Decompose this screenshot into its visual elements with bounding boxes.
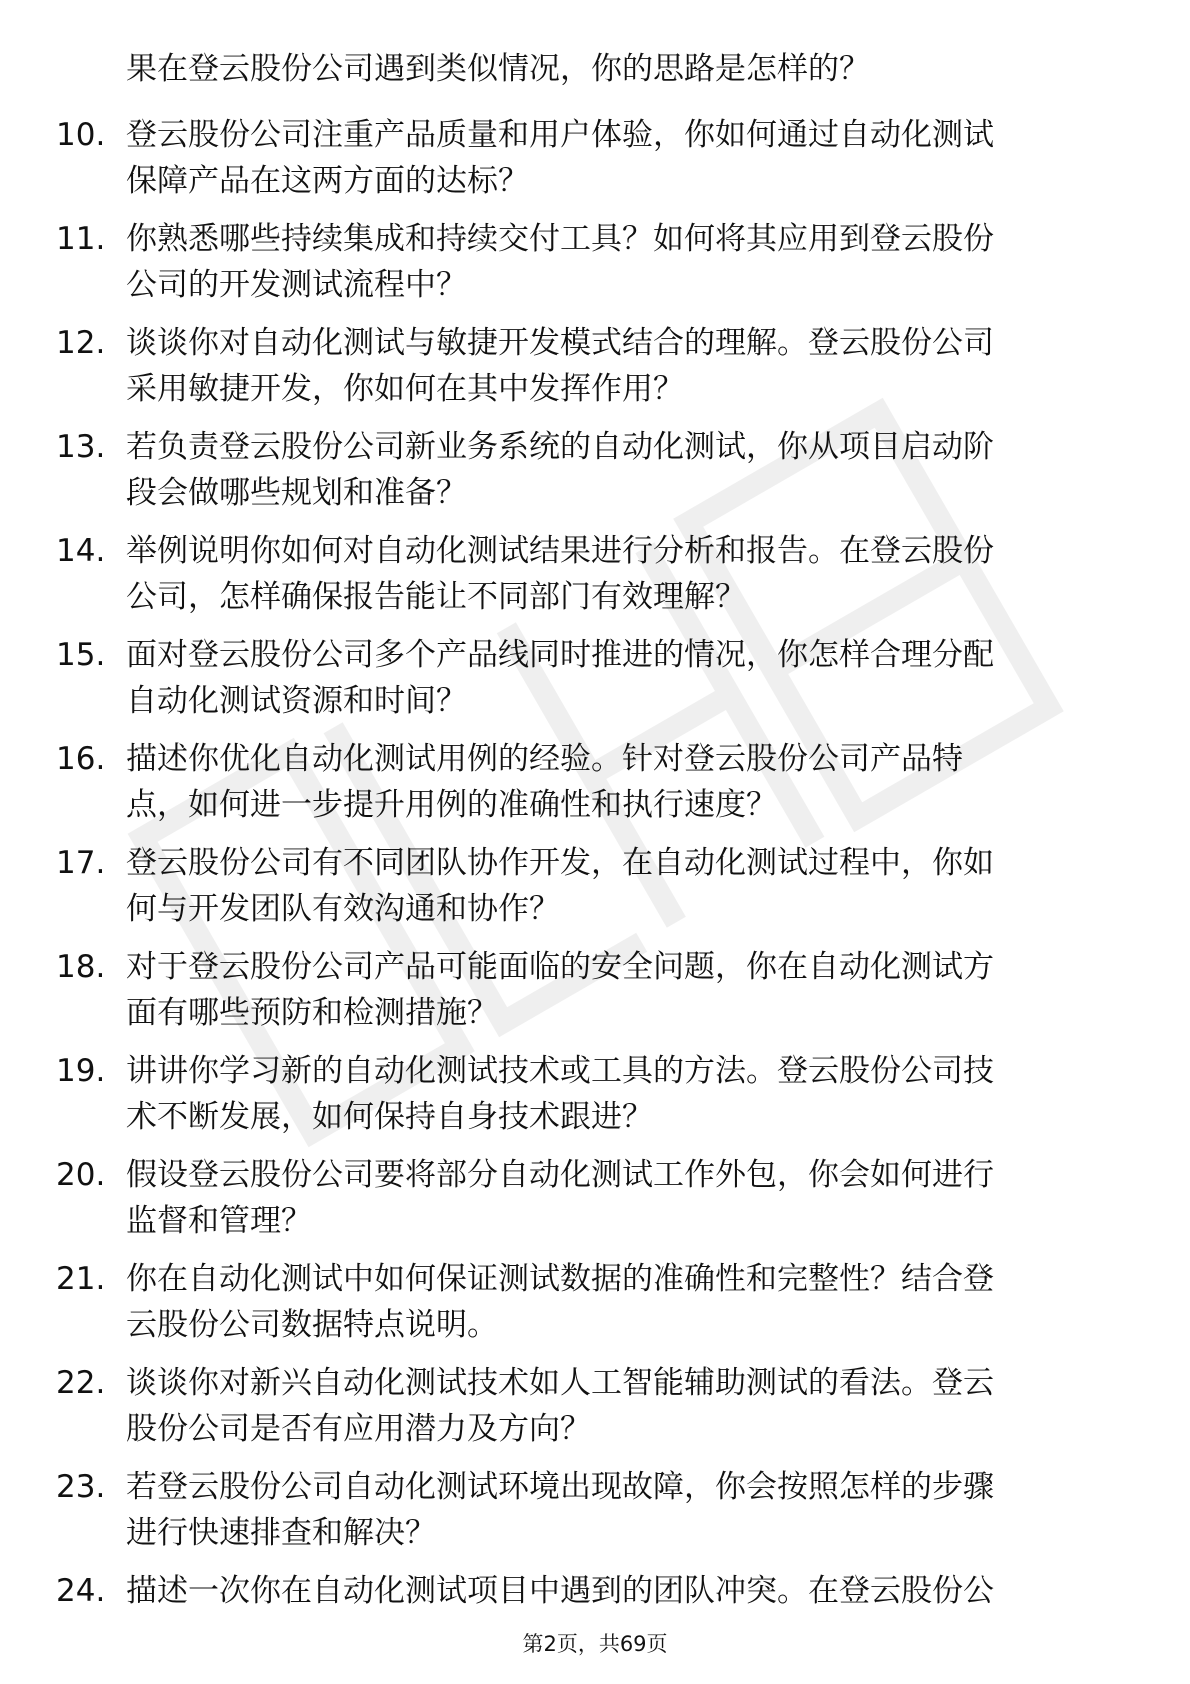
question-text bbox=[126, 112, 1126, 204]
question-text-line: 登云股份公司有不同团队协作开发，在自动化测试过程中，你如 bbox=[126, 845, 994, 881]
question-text-line: 描述你优化自动化测试用例的经验。针对登云股份公司产品特 bbox=[126, 741, 963, 777]
page-footer: 第2页，共69页 bbox=[522, 1632, 668, 1656]
question-text-line: 你熟悉哪些持续集成和持续交付工具？如何将其应用到登云股份 bbox=[126, 221, 994, 257]
question-text-line: 云股份公司数据特点说明。 bbox=[126, 1307, 498, 1343]
question-text bbox=[126, 528, 1126, 620]
question-text bbox=[126, 1464, 1126, 1556]
question-number: 14. bbox=[56, 533, 106, 569]
question-text bbox=[126, 840, 1126, 932]
question-item bbox=[0, 944, 1190, 1048]
question-number: 17. bbox=[56, 845, 106, 881]
continuation-line: 果在登云股份公司遇到类似情况，你的思路是怎样的？ bbox=[126, 51, 870, 87]
question-text-line: 谈谈你对自动化测试与敏捷开发模式结合的理解。登云股份公司 bbox=[126, 325, 994, 361]
question-item bbox=[0, 1256, 1190, 1360]
question-number: 11. bbox=[56, 221, 106, 257]
question-text-line: 描述一次你在自动化测试项目中遇到的团队冲突。在登云股份公 bbox=[126, 1573, 994, 1609]
question-text-line: 进行快速排查和解决？ bbox=[126, 1515, 436, 1551]
question-item bbox=[0, 1152, 1190, 1256]
question-text bbox=[126, 424, 1126, 516]
question-item bbox=[0, 632, 1190, 736]
question-text-line: 登云股份公司注重产品质量和用户体验，你如何通过自动化测试 bbox=[126, 117, 994, 153]
question-number: 24. bbox=[56, 1573, 106, 1609]
question-text-line: 谈谈你对新兴自动化测试技术如人工智能辅助测试的看法。登云 bbox=[126, 1365, 994, 1401]
question-number: 22. bbox=[56, 1365, 106, 1401]
question-item bbox=[0, 112, 1190, 216]
question-text bbox=[126, 1048, 1126, 1140]
question-number: 10. bbox=[56, 117, 106, 153]
question-text-line: 你在自动化测试中如何保证测试数据的准确性和完整性？结合登 bbox=[126, 1261, 994, 1297]
question-text bbox=[126, 1152, 1126, 1244]
question-text-line: 何与开发团队有效沟通和协作？ bbox=[126, 891, 560, 927]
question-text bbox=[126, 1568, 1126, 1614]
question-text-line: 监督和管理？ bbox=[126, 1203, 312, 1239]
question-text bbox=[126, 944, 1126, 1036]
question-text-line: 对于登云股份公司产品可能面临的安全问题，你在自动化测试方 bbox=[126, 949, 994, 985]
question-number: 12. bbox=[56, 325, 106, 361]
question-item bbox=[0, 840, 1190, 944]
question-text bbox=[126, 216, 1126, 308]
question-number: 18. bbox=[56, 949, 106, 985]
question-text-line: 举例说明你如何对自动化测试结果进行分析和报告。在登云股份 bbox=[126, 533, 994, 569]
question-text-line: 讲讲你学习新的自动化测试技术或工具的方法。登云股份公司技 bbox=[126, 1053, 994, 1089]
question-text-line: 若负责登云股份公司新业务系统的自动化测试，你从项目启动阶 bbox=[126, 429, 994, 465]
question-number: 13. bbox=[56, 429, 106, 465]
question-number: 23. bbox=[56, 1469, 106, 1505]
question-text-line: 点，如何进一步提升用例的准确性和执行速度？ bbox=[126, 787, 777, 823]
question-text-line: 面有哪些预防和检测措施？ bbox=[126, 995, 498, 1031]
question-item bbox=[0, 1360, 1190, 1464]
question-number: 19. bbox=[56, 1053, 106, 1089]
question-text bbox=[126, 1256, 1126, 1348]
question-item bbox=[0, 216, 1190, 320]
question-text-line: 自动化测试资源和时间？ bbox=[126, 683, 467, 719]
question-item bbox=[0, 528, 1190, 632]
question-number: 21. bbox=[56, 1261, 106, 1297]
question-number: 16. bbox=[56, 741, 106, 777]
question-text-line: 面对登云股份公司多个产品线同时推进的情况，你怎样合理分配 bbox=[126, 637, 994, 673]
question-text-line: 公司的开发测试流程中？ bbox=[126, 267, 467, 303]
question-text-line: 股份公司是否有应用潜力及方向？ bbox=[126, 1411, 591, 1447]
question-text-line: 段会做哪些规划和准备？ bbox=[126, 475, 467, 511]
question-item bbox=[0, 320, 1190, 424]
question-item bbox=[0, 736, 1190, 840]
question-list bbox=[0, 112, 1190, 1672]
question-text-line: 保障产品在这两方面的达标？ bbox=[126, 163, 529, 199]
question-text-line: 术不断发展，如何保持自身技术跟进？ bbox=[126, 1099, 653, 1135]
question-text-line: 若登云股份公司自动化测试环境出现故障，你会按照怎样的步骤 bbox=[126, 1469, 994, 1505]
question-item bbox=[0, 1464, 1190, 1568]
question-number: 20. bbox=[56, 1157, 106, 1193]
question-text-line: 公司，怎样确保报告能让不同部门有效理解？ bbox=[126, 579, 746, 615]
question-number: 15. bbox=[56, 637, 106, 673]
question-item bbox=[0, 1048, 1190, 1152]
question-text bbox=[126, 1360, 1126, 1452]
question-item bbox=[0, 424, 1190, 528]
question-text bbox=[126, 736, 1126, 828]
question-text-line: 采用敏捷开发，你如何在其中发挥作用？ bbox=[126, 371, 684, 407]
question-text-line: 假设登云股份公司要将部分自动化测试工作外包，你会如何进行 bbox=[126, 1157, 994, 1193]
question-text bbox=[126, 632, 1126, 724]
question-text bbox=[126, 320, 1126, 412]
